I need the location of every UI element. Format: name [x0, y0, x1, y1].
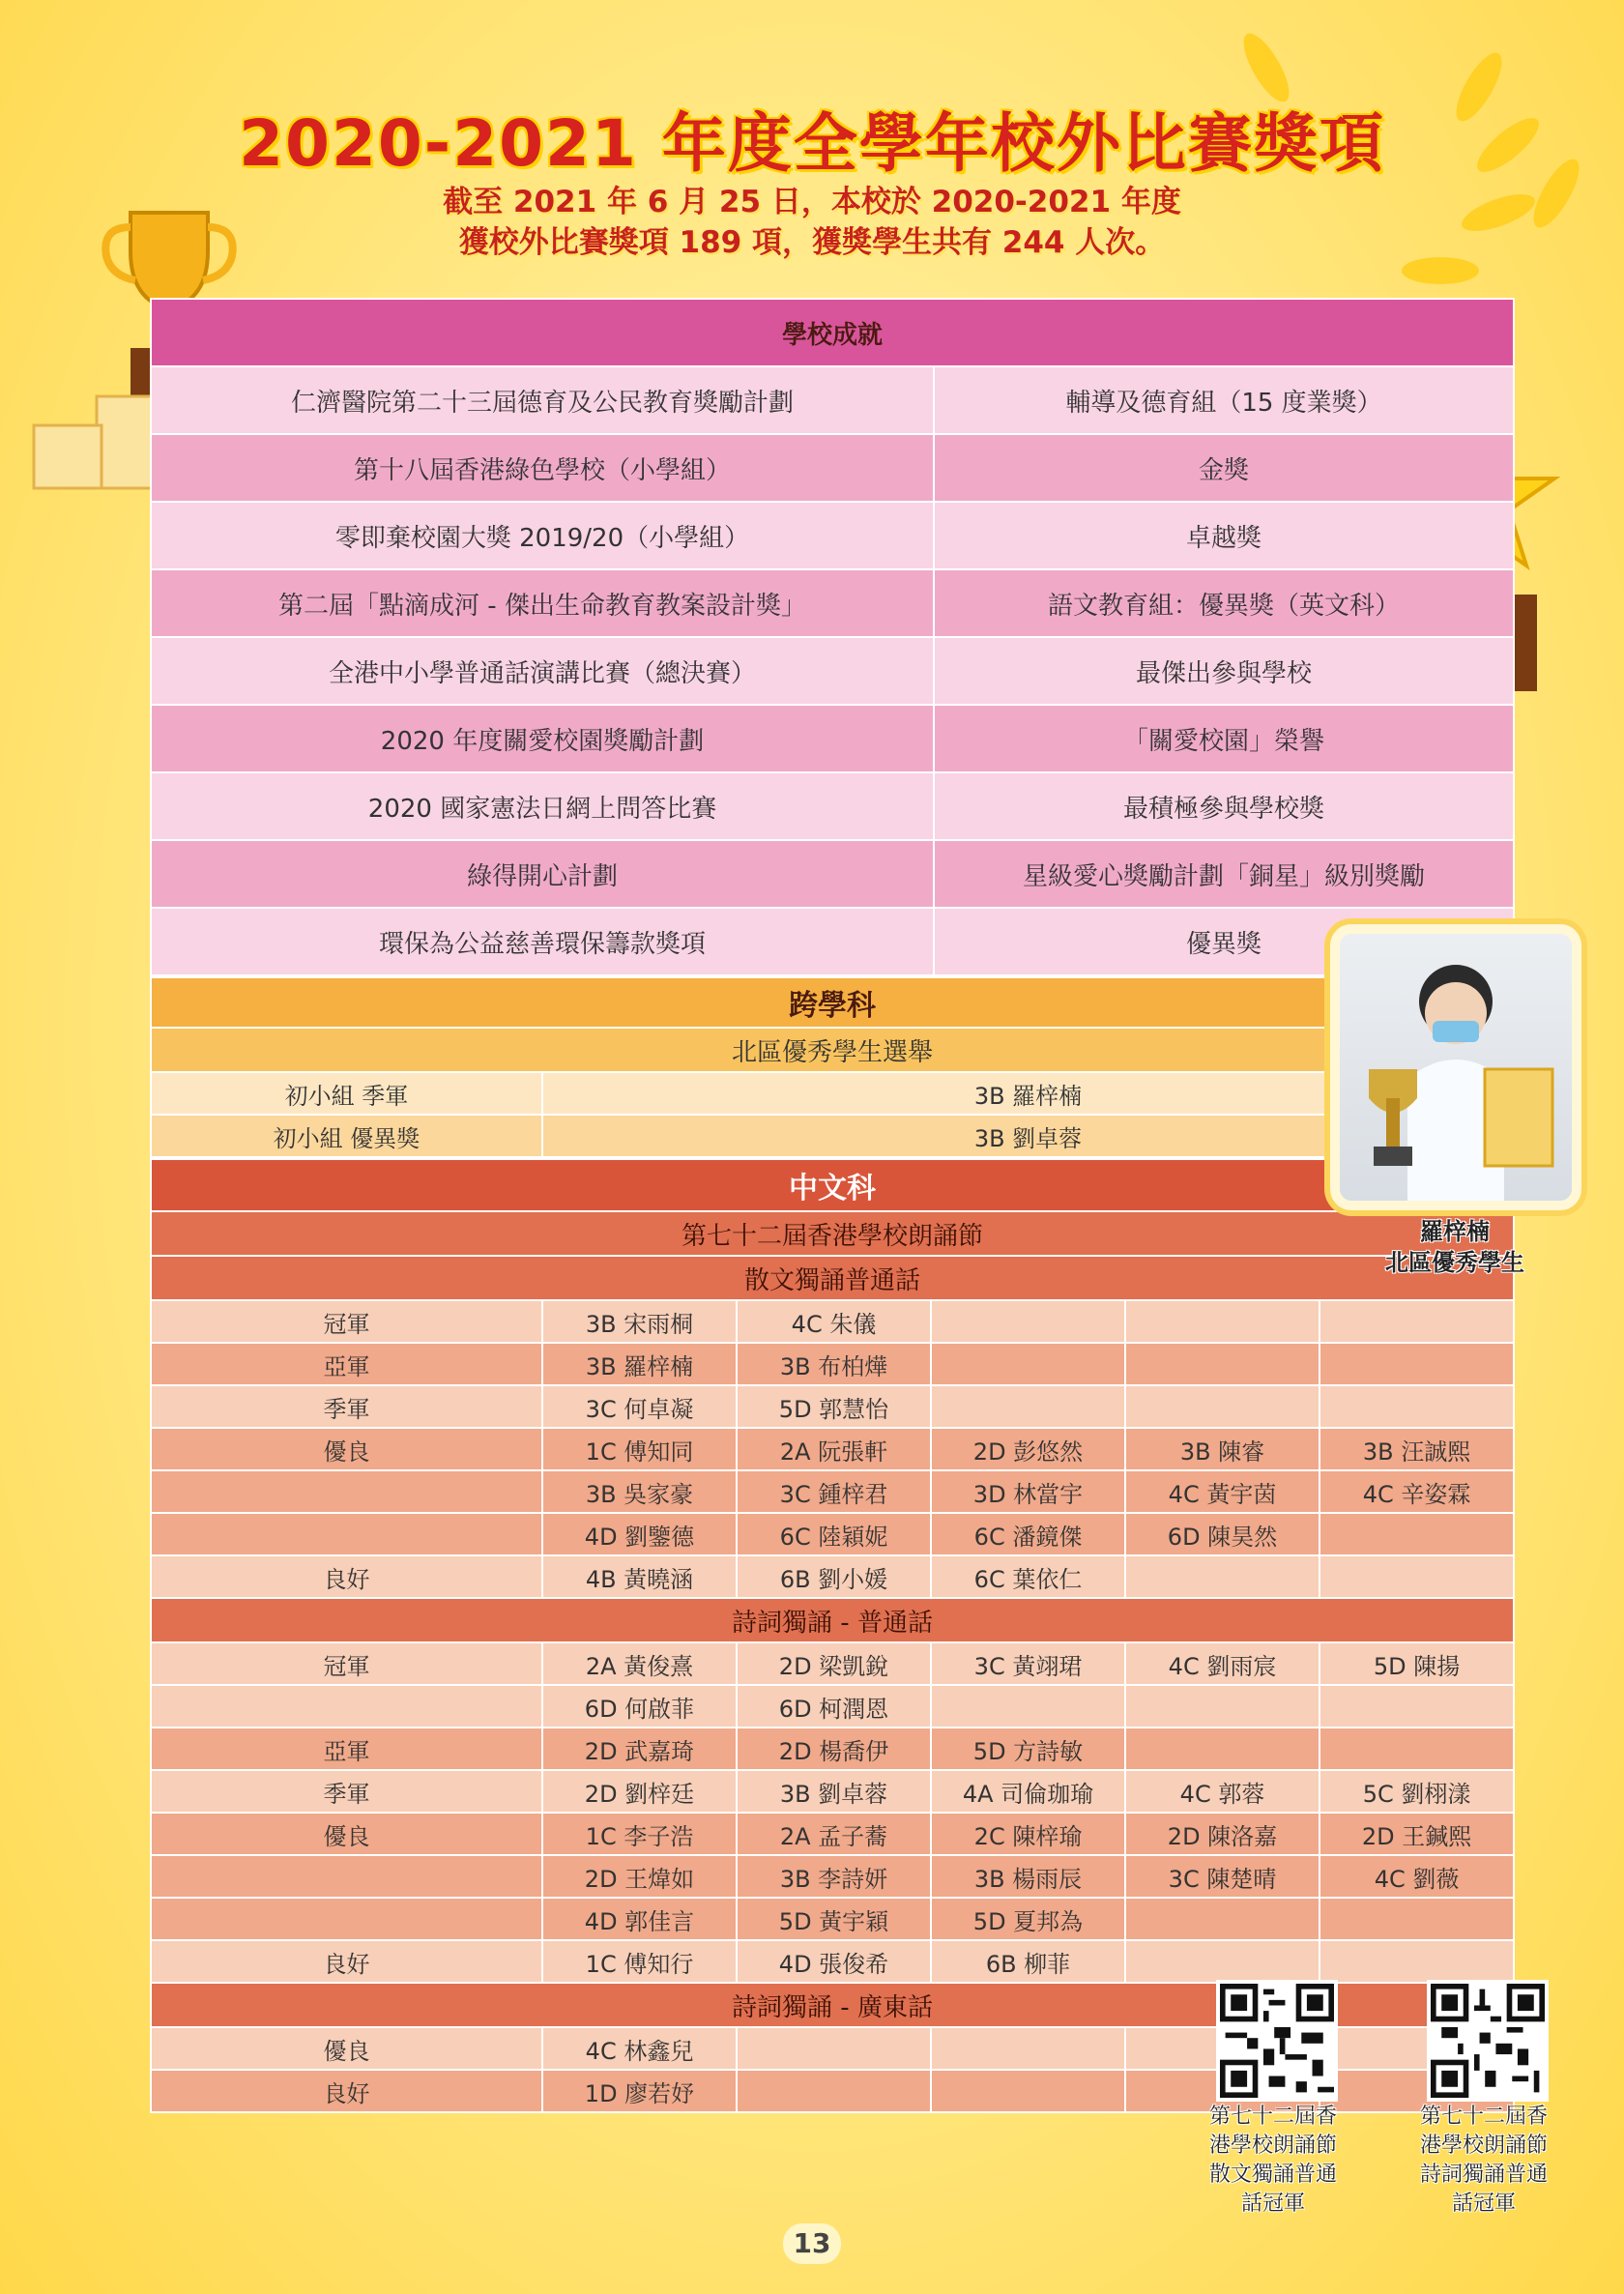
- qr-caption-poetry: [1411, 2103, 1556, 2219]
- student-name: 3B 楊雨辰: [931, 1855, 1125, 1898]
- student-name: 3B 李詩妍: [737, 1855, 931, 1898]
- award-name: 全港中小學普通話演講比賽（總決賽）: [151, 637, 934, 705]
- table-row: [151, 569, 1514, 637]
- student-name: 3B 宋雨桐: [542, 1300, 737, 1343]
- student-name: [1125, 1728, 1320, 1770]
- student-name: [1125, 1343, 1320, 1385]
- table-row: [151, 1728, 1514, 1770]
- award-level: [151, 1855, 542, 1898]
- student-name: 3C 鍾梓君: [737, 1470, 931, 1513]
- table-row: [151, 1770, 1514, 1813]
- qr-caption-line: 第七十二屆香: [1419, 2105, 1548, 2129]
- student-name: [737, 2070, 931, 2112]
- student-name: [931, 1685, 1125, 1728]
- student-name: [737, 2027, 931, 2070]
- table-row: [151, 908, 1514, 975]
- table-row: [151, 1343, 1514, 1385]
- student-name: 4C 黃宇茵: [1125, 1470, 1320, 1513]
- student-name: 5D 郭慧怡: [737, 1385, 931, 1428]
- page-subtitle: [0, 182, 1624, 263]
- student-name: 2D 梁凱銳: [737, 1642, 931, 1685]
- student-name: 6B 柳菲: [931, 1940, 1125, 1983]
- student-name: 6D 陳昊然: [1125, 1513, 1320, 1555]
- photo-caption: [1363, 1216, 1547, 1278]
- student-name: 1C 傅知行: [542, 1940, 737, 1983]
- qr-caption-line: 話冠軍: [1240, 2192, 1305, 2216]
- student-name: 2D 武嘉琦: [542, 1728, 737, 1770]
- subsection-row: [151, 1256, 1514, 1300]
- student-name: [1125, 1685, 1320, 1728]
- chinese-section-heading: 中文科: [151, 1159, 1514, 1211]
- student-name: 3B 羅梓楠: [542, 1072, 1514, 1115]
- award-name: 2020 國家憲法日網上問答比賽: [151, 772, 934, 840]
- student-name: 6D 柯潤恩: [737, 1685, 931, 1728]
- award-result: 「關愛校園」榮譽: [934, 705, 1514, 772]
- student-name: [1320, 1685, 1514, 1728]
- student-name: 3C 陳楚晴: [1125, 1855, 1320, 1898]
- chinese-subject-table: [150, 1158, 1515, 2113]
- student-name: 4A 司倫珈瑜: [931, 1770, 1125, 1813]
- student-name: 3B 吳家豪: [542, 1470, 737, 1513]
- award-name: 第十八屆香港綠色學校（小學組）: [151, 434, 934, 502]
- award-level: 冠軍: [151, 1642, 542, 1685]
- table-row: [151, 1855, 1514, 1898]
- student-name: 4C 朱儀: [737, 1300, 931, 1343]
- student-name: 5D 夏邦為: [931, 1898, 1125, 1940]
- award-name: 綠得開心計劃: [151, 840, 934, 908]
- table-row: [151, 1555, 1514, 1598]
- student-name: 4C 林鑫兒: [542, 2027, 737, 2070]
- table-row: [151, 1898, 1514, 1940]
- student-name: 5D 黃宇穎: [737, 1898, 931, 1940]
- student-name: 3C 何卓凝: [542, 1385, 737, 1428]
- table-row: [151, 1072, 1514, 1115]
- student-name: 2A 孟子蕎: [737, 1813, 931, 1855]
- award-result: 語文教育組：優異獎（英文科）: [934, 569, 1514, 637]
- student-name: 5D 陳揚: [1320, 1642, 1514, 1685]
- subsection-title: 詩詞獨誦 - 廣東話: [151, 1983, 1514, 2027]
- student-name: [1320, 1513, 1514, 1555]
- award-level: [151, 1898, 542, 1940]
- cross-subject-table: [150, 976, 1515, 1158]
- qr-code-icon: [1431, 1984, 1545, 2098]
- student-name: 2D 劉梓廷: [542, 1770, 737, 1813]
- student-name: 6D 何啟菲: [542, 1685, 737, 1728]
- page-title: 2020-2021 年度全學年校外比賽獎項: [239, 106, 1385, 181]
- awards-table: [150, 298, 1513, 2113]
- student-name: [1320, 1728, 1514, 1770]
- award-level: 良好: [151, 1940, 542, 1983]
- student-name: 5D 方詩敏: [931, 1728, 1125, 1770]
- student-name: 3B 汪誠熙: [1320, 1428, 1514, 1470]
- table-row: [151, 1428, 1514, 1470]
- student-name: 3B 羅梓楠: [542, 1343, 737, 1385]
- table-row: [151, 1685, 1514, 1728]
- qr-caption-prose: [1201, 2103, 1346, 2219]
- qr-caption-line: 詩詞獨誦普通: [1419, 2163, 1548, 2187]
- award-level: 優良: [151, 1428, 542, 1470]
- award-level: 優良: [151, 1813, 542, 1855]
- table-row: [151, 772, 1514, 840]
- student-name: [1320, 1343, 1514, 1385]
- student-name: 2D 陳洛嘉: [1125, 1813, 1320, 1855]
- table-row: [151, 840, 1514, 908]
- student-name: 1D 廖若妤: [542, 2070, 737, 2112]
- award-level: 優良: [151, 2027, 542, 2070]
- award-result: 卓越獎: [934, 502, 1514, 569]
- award-result: 金獎: [934, 434, 1514, 502]
- award-level: 季軍: [151, 1385, 542, 1428]
- qr-caption-line: 第七十二屆香: [1208, 2105, 1337, 2129]
- student-name: [1125, 1385, 1320, 1428]
- photo-caption-title: 北區優秀學生: [1385, 1249, 1524, 1276]
- qr-code-prose[interactable]: [1216, 1980, 1338, 2102]
- student-name: [1320, 1555, 1514, 1598]
- student-photo: [1330, 924, 1581, 1210]
- subtitle-line: 獲校外比賽獎項 189 項，獲獎學生共有 244 人次。: [458, 225, 1166, 260]
- school-section-heading: 學校成就: [151, 299, 1514, 366]
- table-row: [151, 1300, 1514, 1343]
- student-name: [1125, 1555, 1320, 1598]
- qr-caption-line: 散文獨誦普通: [1208, 2163, 1337, 2187]
- award-name: 第二屆「點滴成河 - 傑出生命教育教案設計獎」: [151, 569, 934, 637]
- cross-subheading: 北區優秀學生選舉: [151, 1028, 1514, 1072]
- award-level: 初小組 優異獎: [151, 1115, 542, 1157]
- student-name: 3B 陳睿: [1125, 1428, 1320, 1470]
- student-name: 3D 林當宇: [931, 1470, 1125, 1513]
- page-number: 13: [783, 2223, 841, 2264]
- subsection-title: 散文獨誦普通話: [151, 1256, 1514, 1300]
- qr-code-poetry[interactable]: [1427, 1980, 1549, 2102]
- award-name: 仁濟醫院第二十三屆德育及公民教育獎勵計劃: [151, 366, 934, 434]
- student-name: [931, 2070, 1125, 2112]
- table-row: [151, 1470, 1514, 1513]
- table-row: [151, 1642, 1514, 1685]
- award-level: 良好: [151, 2070, 542, 2112]
- student-name: 4C 辛姿霖: [1320, 1470, 1514, 1513]
- student-name: 6C 陸穎妮: [737, 1513, 931, 1555]
- student-name: [1125, 1898, 1320, 1940]
- photo-caption-name: 羅梓楠: [1420, 1218, 1490, 1245]
- subsection-title: 詩詞獨誦 - 普通話: [151, 1598, 1514, 1642]
- award-result: 優異獎: [934, 908, 1514, 975]
- table-row: [151, 1513, 1514, 1555]
- student-name: [1320, 1300, 1514, 1343]
- student-name: 2A 阮張軒: [737, 1428, 931, 1470]
- student-name: 4D 郭佳言: [542, 1898, 737, 1940]
- qr-caption-line: 港學校朗誦節: [1208, 2134, 1337, 2158]
- student-name: [1320, 1385, 1514, 1428]
- award-name: 環保為公益慈善環保籌款獎項: [151, 908, 934, 975]
- award-level: 良好: [151, 1555, 542, 1598]
- student-name: 2D 王鍼熙: [1320, 1813, 1514, 1855]
- student-name: [931, 2027, 1125, 2070]
- student-name: [931, 1385, 1125, 1428]
- student-name: 4B 黃曉涵: [542, 1555, 737, 1598]
- student-name: [931, 1300, 1125, 1343]
- qr-caption-line: 話冠軍: [1451, 2192, 1516, 2216]
- table-row: [151, 366, 1514, 434]
- student-name: 3C 黃翊珺: [931, 1642, 1125, 1685]
- student-name: 2D 楊喬伊: [737, 1728, 931, 1770]
- student-photo-image: [1340, 934, 1572, 1201]
- student-name: [931, 1343, 1125, 1385]
- student-name: [1125, 1300, 1320, 1343]
- award-result: 最傑出參與學校: [934, 637, 1514, 705]
- cross-section-heading: 跨學科: [151, 977, 1514, 1028]
- qr-caption-line: 港學校朗誦節: [1419, 2134, 1548, 2158]
- award-name: 2020 年度關愛校園獎勵計劃: [151, 705, 934, 772]
- student-name: 2A 黃俊熹: [542, 1642, 737, 1685]
- student-name: 3B 劉卓蓉: [737, 1770, 931, 1813]
- student-name: 4C 劉雨宸: [1125, 1642, 1320, 1685]
- award-result: 最積極參與學校獎: [934, 772, 1514, 840]
- award-level: 冠軍: [151, 1300, 542, 1343]
- student-name: [1320, 1898, 1514, 1940]
- qr-code-icon: [1220, 1984, 1334, 2098]
- award-level: [151, 1685, 542, 1728]
- student-name: 1C 傅知同: [542, 1428, 737, 1470]
- award-result: 星級愛心獎勵計劃「銅星」級別獎勵: [934, 840, 1514, 908]
- student-name: [1320, 1940, 1514, 1983]
- award-name: 零即棄校園大獎 2019/20（小學組）: [151, 502, 934, 569]
- subsection-row: [151, 1598, 1514, 1642]
- student-name: 4D 張俊希: [737, 1940, 931, 1983]
- table-row: [151, 1813, 1514, 1855]
- award-level: [151, 1470, 542, 1513]
- student-name: 4D 劉鑒德: [542, 1513, 737, 1555]
- subtitle-line: 截至 2021 年 6 月 25 日，本校於 2020-2021 年度: [443, 185, 1181, 219]
- student-name: 4C 郭蓉: [1125, 1770, 1320, 1813]
- school-achievements-table: [150, 298, 1515, 976]
- student-name: 5C 劉栩漾: [1320, 1770, 1514, 1813]
- award-level: 季軍: [151, 1770, 542, 1813]
- student-name: 3B 布柏燁: [737, 1343, 931, 1385]
- student-name: [1125, 1940, 1320, 1983]
- student-name: 3B 劉卓蓉: [542, 1115, 1514, 1157]
- table-row: [151, 1385, 1514, 1428]
- student-name: 2D 彭悠然: [931, 1428, 1125, 1470]
- award-level: 亞軍: [151, 1343, 542, 1385]
- table-row: [151, 637, 1514, 705]
- table-row: [151, 1115, 1514, 1157]
- table-row: [151, 1940, 1514, 1983]
- student-name: 6C 潘鏡傑: [931, 1513, 1125, 1555]
- table-row: [151, 705, 1514, 772]
- table-row: [151, 434, 1514, 502]
- event-title: 第七十二屆香港學校朗誦節: [151, 1211, 1514, 1256]
- award-level: 初小組 季軍: [151, 1072, 542, 1115]
- table-row: [151, 502, 1514, 569]
- student-name: 2C 陳梓瑜: [931, 1813, 1125, 1855]
- student-name: 4C 劉薇: [1320, 1855, 1514, 1898]
- award-result: 輔導及德育組（15 度業獎）: [934, 366, 1514, 434]
- student-name: 6C 葉依仁: [931, 1555, 1125, 1598]
- student-name: 2D 王煒如: [542, 1855, 737, 1898]
- award-level: 亞軍: [151, 1728, 542, 1770]
- student-name: 6B 劉小媛: [737, 1555, 931, 1598]
- award-level: [151, 1513, 542, 1555]
- student-name: 1C 李子浩: [542, 1813, 737, 1855]
